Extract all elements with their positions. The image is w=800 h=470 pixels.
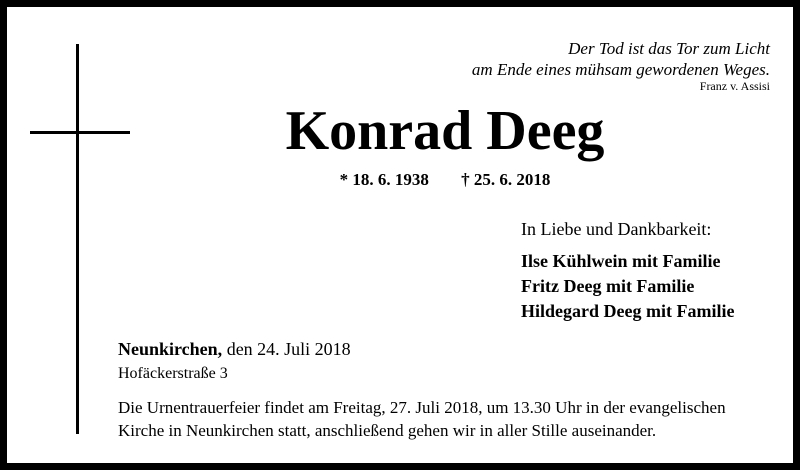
mourners-list [521,249,734,324]
mourner: Fritz Deeg mit Familie [521,276,695,296]
ceremony-line: Die Urnentrauerfeier findet am Freitag, 27. Juli 2018, um 13.30 Uhr in der evangelischen [118,398,726,417]
death-date: † 25. 6. 2018 [461,170,551,189]
deceased-name: Konrad Deeg [285,100,605,162]
place-name: Neunkirchen, [118,339,223,359]
place-date [118,338,351,360]
cross-vertical-bar [76,44,79,434]
life-dates [100,170,790,190]
quote-line: am Ende eines mühsam gewordenen Weges. [471,60,770,79]
date-text: den 24. Juli 2018 [222,339,351,359]
quote-author: Franz v. Assisi [699,79,770,93]
quote [400,38,770,80]
mourner: Hildegard Deeg mit Familie [521,301,735,321]
ceremony-info [118,396,783,442]
street-address: Hofäckerstraße 3 [118,365,228,382]
mourner: Ilse Kühlwein mit Familie [521,251,721,271]
gratitude-line: In Liebe und Dankbarkeit: [521,219,712,239]
ceremony-line: Kirche in Neunkirchen statt, anschließend gehen wir in aller Stille auseinander. [118,421,657,440]
quote-line: Der Tod ist das Tor zum Licht [568,39,770,58]
birth-date: * 18. 6. 1938 [339,170,429,189]
